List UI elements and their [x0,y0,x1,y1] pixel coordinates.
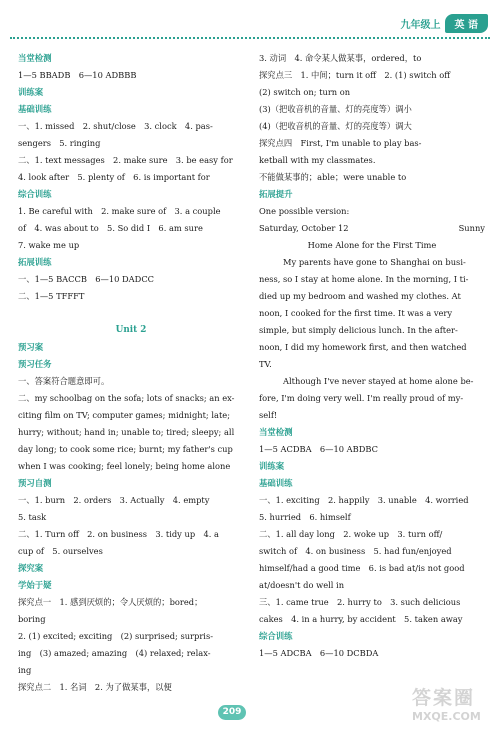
text-line: day long; to cook some rice; burnt; my father's cup [18,444,233,454]
section-heading: 探究案 [18,563,44,573]
text-line: 三、1. came true 2. hurry to 3. such delicious [259,597,461,607]
text-line: boring [18,614,46,624]
text-line: 二、1. text messages 2. make sure 3. be easy for [18,155,233,165]
watermark-url: MXQE.COM [412,710,481,723]
left-column [18,50,244,696]
text-line: ketball with my classmates. [259,155,376,165]
text-line: 不能做某事的；able；were unable to [259,172,407,182]
text-line: 一、1. exciting 2. happily 3. unable 4. worried [259,495,469,505]
essay-title: Home Alone for the First Time [307,240,437,250]
text-line: self! [259,410,278,420]
page-number: 209 [218,705,246,720]
text-line: 探究点一 1. 感到厌烦的；令人厌烦的；bored； [18,597,203,607]
section-heading: 训练案 [18,87,44,97]
text-line: 二、1. Turn off 2. on business 3. tidy up 4. a [18,529,219,539]
section-heading: 预习案 [18,342,44,352]
text-line: 3. 动词 4. 命令某人做某事，ordered，to [259,53,422,63]
section-heading: 综合训练 [18,189,52,199]
section-heading: 预习自测 [18,478,52,488]
diary-date: Saturday, October 12 [259,223,349,233]
text-line [18,305,244,322]
text-line: himself/had a good time 6. is bad at/is not good [259,563,465,573]
text-line: 5. hurried 6. himself [259,512,351,522]
text-line: 4. look after 5. plenty of 6. is important for [18,172,210,182]
section-heading: 拓展训练 [18,257,52,267]
text-line: cakes 4. in a hurry, by accident 5. taken away [259,614,463,624]
text-line: 探究点四 First, I'm unable to play bas- [259,138,422,148]
text-line: simple, but simply delicious lunch. In the after- [259,325,458,335]
page-header [401,14,488,33]
text-line: of 4. was about to 5. So did I 6. am sure [18,223,203,233]
text-line: cup of 5. ourselves [18,546,103,556]
text-line: 二、1. all day long 2. woke up 3. turn off/ [259,529,443,539]
diary-weather: Sunny [458,223,485,233]
text-line: (4)（把收音机的音量、灯的亮度等）调大 [259,121,412,131]
section-heading: 预习任务 [18,359,52,369]
text-line: citing film on TV; computer games; midnight; late; [18,410,230,420]
text-line: noon, I did my homework first, and then watched [259,342,467,352]
diary-header [259,220,485,237]
section-heading: 当堂检测 [259,427,293,437]
text-line: 5. task [18,512,47,522]
text-line: 1—5 ADCBA 6—10 DCBDA [259,648,379,658]
text-line: 二、my schoolbag on the sofa; lots of snacks; an ex- [18,393,235,403]
text-line: fore, I'm doing very well. I'm really proud of my- [259,393,464,403]
text-line: ing (3) amazed; amazing (4) relaxed; relax- [18,648,211,658]
section-heading: 学始于疑 [18,580,52,590]
watermark-logo [412,683,494,725]
text-line: 一、1. missed 2. shut/close 3. clock 4. pas- [18,121,213,131]
text-line: (3)（把收音机的音量、灯的亮度等）调小 [259,104,412,114]
section-heading: 基础训练 [259,478,293,488]
right-column [259,50,485,662]
text-line: 7. wake me up [18,240,80,250]
text-line: hurry; without; hand in; unable to; tired; sleepy; all [18,427,235,437]
text-line: 一、1—5 BACCB 6—10 DADCC [18,274,155,284]
text-line: 1. Be careful with 2. make sure of 3. a couple [18,206,221,216]
text-line: when I was cooking; feel lonely; being home alone [18,461,231,471]
text-line: TV. [259,359,272,369]
watermark-text: 答案圈 [412,687,476,709]
paragraph-line: Although I've never stayed at home alone be- [283,376,474,386]
section-heading: 拓展提升 [259,189,293,199]
section-heading: 训练案 [259,461,285,471]
text-line: One possible version: [259,206,350,216]
text-line: died up my bedroom and washed my clothes. At [259,291,461,301]
text-line: 2. (1) excited; exciting (2) surprised; surpris- [18,631,214,641]
header-divider [10,37,490,39]
text-line: switch of 4. on business 5. had fun/enjoyed [259,546,452,556]
text-line: 探究点三 1. 中间；turn it off 2. (1) switch off [259,70,451,80]
section-heading: 当堂检测 [18,53,52,63]
grade-label: 九年级上 [400,20,441,31]
subject-badge: 英 语 [445,14,488,33]
section-heading: 基础训练 [18,104,52,114]
text-line: ing [18,665,32,675]
text-line: (2) switch on; turn on [259,87,351,97]
unit-heading: Unit 2 [115,325,147,335]
text-line: 一、1. burn 2. orders 3. Actually 4. empty [18,495,210,505]
section-heading: 综合训练 [259,631,293,641]
paragraph-line: My parents have gone to Shanghai on busi- [283,257,466,267]
text-line: 1—5 BBADB 6—10 ADBBB [18,70,137,80]
text-line: 二、1—5 TFFFT [18,291,85,301]
text-line: at/doesn't do well in [259,580,345,590]
text-line: 探究点二 1. 名词 2. 为了做某事，以便 [18,682,172,692]
text-line: ness, so I stay at home alone. In the morning, I ti- [259,274,469,284]
text-line: 一、答案符合题意即可。 [18,376,110,386]
text-line: noon, I cooked for the first time. It was a very [259,308,453,318]
text-line: sengers 5. ringing [18,138,101,148]
text-line: 1—5 ACDBA 6—10 ABDBC [259,444,378,454]
